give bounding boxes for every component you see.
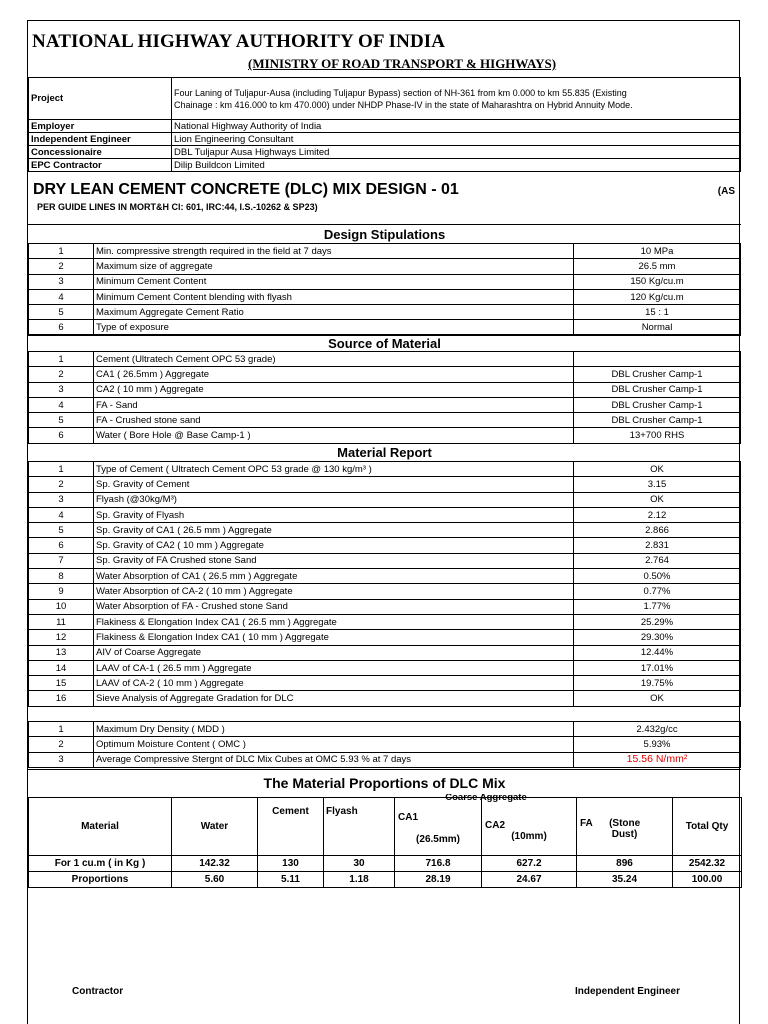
project-value-line1: Four Laning of Tuljapur-Ausa (including Tuljapur Bypass) section of NH-361 from km 0.000 to km 55.835 (Existing [174,87,627,98]
report-description: Sp. Gravity of Flyash [94,507,574,522]
project-value [172,78,741,120]
report-description: Flakiness & Elongation Index CA1 ( 10 mm ) Aggregate [94,630,574,645]
ca2-label: CA2 [485,820,506,831]
report-description: Sp. Gravity of FA Crushed stone Sand [94,553,574,568]
result-row [29,722,741,737]
source-description: Cement (Ultratech Cement OPC 53 grade) [94,352,574,367]
report-value: 1.77% [574,599,741,614]
ministry-subtitle: (MINISTRY OF ROAD TRANSPORT & HIGHWAYS) [248,56,557,71]
source-of-material-heading: Source of Material [28,334,741,351]
row2-total: 100.00 [673,872,742,888]
report-description: Water Absorption of CA-2 ( 10 mm ) Aggregate [94,584,574,599]
report-value: 25.29% [574,614,741,629]
report-value: 12.44% [574,645,741,660]
design-number: 1 [29,244,94,259]
col-total: Total Qty [673,798,742,856]
report-number: 10 [29,599,94,614]
report-number: 1 [29,462,94,477]
report-row [29,630,741,645]
report-number: 4 [29,507,94,522]
report-value: OK [574,691,741,706]
col-fa [577,798,673,856]
report-value: 2.866 [574,523,741,538]
report-value: 17.01% [574,660,741,675]
source-value: DBL Crusher Camp-1 [574,367,741,382]
row2-cement: 5.11 [258,872,324,888]
authority-title: NATIONAL HIGHWAY AUTHORITY OF INDIA [32,31,446,52]
row2-water: 5.60 [172,872,258,888]
source-number: 5 [29,413,94,428]
report-number: 13 [29,645,94,660]
design-number: 2 [29,259,94,274]
blank-row [28,706,741,721]
row1-flyash: 30 [324,856,395,872]
row1-ca2: 627.2 [482,856,577,872]
design-stipulations-table [28,243,741,336]
report-row [29,691,741,706]
design-stipulations-heading: Design Stipulations [28,224,741,243]
row2-label: Proportions [29,872,172,888]
design-row [29,244,741,259]
report-description: Flyash (@30kg/M³) [94,492,574,507]
source-number: 2 [29,367,94,382]
row1-label: For 1 cu.m ( in Kg ) [29,856,172,872]
source-number: 3 [29,382,94,397]
design-number: 5 [29,305,94,320]
report-value: 2.764 [574,553,741,568]
report-row [29,614,741,629]
fa-size: Dust) [611,829,638,840]
employer-label: Employer [29,120,172,133]
report-description: Sieve Analysis of Aggregate Gradation for DLC [94,691,574,706]
report-description: Water Absorption of CA1 ( 26.5 mm ) Aggregate [94,569,574,584]
source-row [29,367,741,382]
report-number: 5 [29,523,94,538]
report-value: 0.50% [574,569,741,584]
material-report-heading: Material Report [28,443,741,461]
row2-ca1: 28.19 [395,872,482,888]
source-value [574,352,741,367]
report-row [29,645,741,660]
report-number: 16 [29,691,94,706]
source-description: FA - Sand [94,397,574,412]
ca1-size: (26.5mm) [416,834,460,845]
report-description: AIV of Coarse Aggregate [94,645,574,660]
row2-flyash: 1.18 [324,872,395,888]
result-value: 15.56 N/mm² [574,752,741,767]
report-number: 7 [29,553,94,568]
design-value: 10 MPa [574,244,741,259]
col-cement [258,798,324,856]
source-number: 1 [29,352,94,367]
report-row [29,462,741,477]
concessionaire-value: DBL Tuljapur Ausa Highways Limited [172,146,741,159]
report-value: OK [574,462,741,477]
report-description: Type of Cement ( Ultratech Cement OPC 53 grade @ 130 kg/m³ ) [94,462,574,477]
design-row [29,259,741,274]
report-number: 3 [29,492,94,507]
report-number: 9 [29,584,94,599]
row1-water: 142.32 [172,856,258,872]
source-of-material-table [28,351,741,444]
design-value: 15 : 1 [574,305,741,320]
row1-ca1: 716.8 [395,856,482,872]
col-cement-label: Cement [272,806,309,817]
contractor-signature: Contractor [72,986,124,997]
report-description: Sp. Gravity of CA1 ( 26.5 mm ) Aggregate [94,523,574,538]
result-row [29,737,741,752]
row1-fa: 896 [577,856,673,872]
concessionaire-label: Concessionaire [29,146,172,159]
source-row [29,382,741,397]
independent-engineer-signature: Independent Engineer [575,986,681,997]
design-description: Minimum Cement Content blending with flyash [94,289,574,304]
result-row [29,752,741,767]
fa-label: FA (Stone [580,818,641,829]
report-row [29,553,741,568]
report-number: 8 [29,569,94,584]
col-flyash [324,798,395,856]
design-number: 6 [29,320,94,335]
report-description: Water Absorption of FA - Crushed stone Sand [94,599,574,614]
as-text: (AS [717,186,735,197]
source-row [29,397,741,412]
result-value: 5.93% [574,737,741,752]
result-number: 3 [29,752,94,767]
report-description: Flakiness & Elongation Index CA1 ( 26.5 mm ) Aggregate [94,614,574,629]
mix-design-title: DRY LEAN CEMENT CONCRETE (DLC) MIX DESIGN - 01 [33,181,459,198]
project-info-table [28,77,741,172]
project-label: Project [29,78,172,120]
design-row [29,305,741,320]
source-value: 13+700 RHS [574,428,741,443]
report-value: 0.77% [574,584,741,599]
ca2-size: (10mm) [511,831,547,842]
result-value: 2.432g/cc [574,722,741,737]
source-description: Water ( Bore Hole @ Base Camp-1 ) [94,428,574,443]
report-number: 6 [29,538,94,553]
report-value: 2.831 [574,538,741,553]
design-row [29,320,741,335]
independent-engineer-label: Independent Engineer [29,133,172,146]
report-value: 19.75% [574,676,741,691]
material-report-table [28,461,741,707]
design-number: 4 [29,289,94,304]
row2-ca2: 24.67 [482,872,577,888]
design-description: Type of exposure [94,320,574,335]
proportions-heading: The Material Proportions of DLC Mix [28,769,741,797]
col-material: Material [29,798,172,856]
report-row [29,584,741,599]
source-value: DBL Crusher Camp-1 [574,397,741,412]
design-row [29,274,741,289]
report-description: LAAV of CA-1 ( 26.5 mm ) Aggregate [94,660,574,675]
design-description: Maximum Aggregate Cement Ratio [94,305,574,320]
result-description: Maximum Dry Density ( MDD ) [94,722,574,737]
result-number: 1 [29,722,94,737]
col-water: Water [172,798,258,856]
report-row [29,569,741,584]
report-number: 2 [29,477,94,492]
report-row [29,538,741,553]
report-number: 14 [29,660,94,675]
source-number: 6 [29,428,94,443]
report-number: 15 [29,676,94,691]
result-description: Optimum Moisture Content ( OMC ) [94,737,574,752]
report-row [29,660,741,675]
col-flyash-label: Flyash [326,806,358,817]
design-number: 3 [29,274,94,289]
report-value: OK [574,492,741,507]
guidelines-text: PER GUIDE LINES IN MORT&H Cl: 601, IRC:44, I.S.-10262 & SP23) [37,202,318,212]
report-value: 29.30% [574,630,741,645]
report-row [29,599,741,614]
design-value: 26.5 mm [574,259,741,274]
design-row [29,289,741,304]
design-value: Normal [574,320,741,335]
row1-cement: 130 [258,856,324,872]
coarse-aggregate-label: Coarse Aggregate [445,794,527,803]
report-description: LAAV of CA-2 ( 10 mm ) Aggregate [94,676,574,691]
design-value: 120 Kg/cu.m [574,289,741,304]
result-number: 2 [29,737,94,752]
ca1-label: CA1 [398,812,419,823]
row1-total: 2542.32 [673,856,742,872]
design-description: Minimum Cement Content [94,274,574,289]
employer-value: National Highway Authority of India [172,120,741,133]
report-number: 11 [29,614,94,629]
report-number: 12 [29,630,94,645]
result-description: Average Compressive Stergnt of DLC Mix Cubes at OMC 5.93 % at 7 days [94,752,574,767]
report-row [29,492,741,507]
report-description: Sp. Gravity of CA2 ( 10 mm ) Aggregate [94,538,574,553]
source-row [29,428,741,443]
row2-fa: 35.24 [577,872,673,888]
results-table [28,721,741,768]
design-value: 150 Kg/cu.m [574,274,741,289]
design-description: Maximum size of aggregate [94,259,574,274]
report-description: Sp. Gravity of Cement [94,477,574,492]
epc-contractor-value: Dilip Buildcon Limited [172,159,741,172]
independent-engineer-value: Lion Engineering Consultant [172,133,741,146]
source-description: CA2 ( 10 mm ) Aggregate [94,382,574,397]
document-page [27,20,740,1024]
source-row [29,352,741,367]
report-value: 3.15 [574,477,741,492]
source-value: DBL Crusher Camp-1 [574,382,741,397]
proportions-table [28,794,742,888]
source-row [29,413,741,428]
report-row [29,477,741,492]
source-description: FA - Crushed stone sand [94,413,574,428]
col-ca2 [482,798,577,856]
source-value: DBL Crusher Camp-1 [574,413,741,428]
project-value-line2: Chainage : km 416.000 to km 470.000) under NHDP Phase-IV in the state of Maharashtra on Hybrid Annuity Mode. [174,99,633,110]
report-row [29,523,741,538]
source-number: 4 [29,397,94,412]
report-value: 2.12 [574,507,741,522]
design-description: Min. compressive strength required in the field at 7 days [94,244,574,259]
report-row [29,676,741,691]
source-description: CA1 ( 26.5mm ) Aggregate [94,367,574,382]
epc-contractor-label: EPC Contractor [29,159,172,172]
report-row [29,507,741,522]
